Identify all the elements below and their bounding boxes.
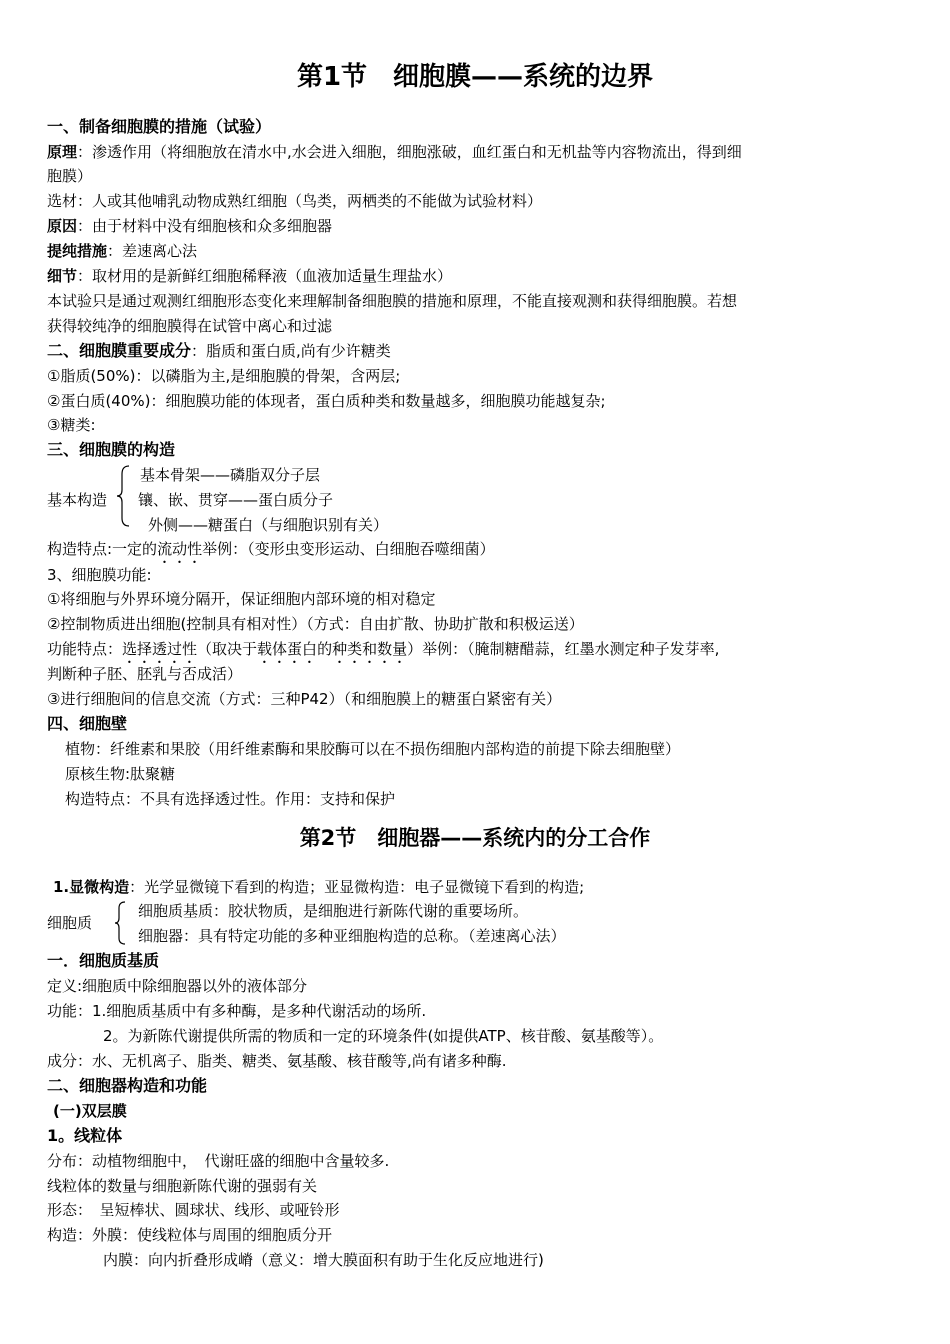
s1-wall-3: 构造特点：不具有选择透过性。作用：支持和保护: [65, 790, 396, 808]
left-brace-icon-2: [113, 900, 127, 946]
s2-heading-2-sub: (一)双层膜: [53, 1102, 127, 1120]
s2-cyto-2: 细胞器：具有特定功能的多种亚细胞构造的总称。（差速离心法）: [138, 927, 566, 945]
struct-prefix: 构造特点:一定的: [47, 540, 158, 558]
feat-suffix: ）举例：（腌制糖醋蒜，红墨水测定种子发芽率,: [407, 640, 720, 658]
s1-comp-1: ①脂质(50%)：以磷脂为主,是细胞膜的骨架，含两层;: [47, 367, 401, 385]
s1-wall-2: 原核生物:肽聚糖: [65, 765, 176, 783]
cytoplasm-label: 细胞质: [47, 914, 93, 932]
s2-heading-2: 二、细胞器构造和功能: [47, 1076, 208, 1095]
detail-label: 细节: [47, 267, 78, 285]
reason-label: 原因: [47, 217, 78, 235]
s1-func-1: ①将细胞与外界环境分隔开，保证细胞内部环境的相对稳定: [47, 590, 436, 608]
basic-structure-2: 镶、嵌、贯穿——蛋白质分子: [138, 491, 334, 509]
s1-note-2: 获得较纯净的细胞膜得在试管中离心和过滤: [47, 317, 333, 335]
s1-struct-feature: [47, 538, 907, 567]
feat-mid-1: （取决于: [197, 640, 258, 658]
s1-func-3: ③进行细胞间的信息交流（方式：三种P42）（和细胞膜上的糖蛋白紧密有关）: [47, 690, 562, 708]
s1-func-2: ②控制物质进出细胞(控制具有相对性）（方式：自由扩散、协助扩散和积极运送）: [47, 615, 584, 633]
struct-dotted: 流动性: [157, 540, 203, 558]
s1-heading-1: 一、制备细胞膜的措施（试验）: [47, 117, 272, 136]
s1-material: 选材：人或其他哺乳动物成熟红细胞（鸟类，两栖类的不能做为试验材料）: [47, 192, 543, 210]
s1-reason-line: [47, 215, 907, 237]
feat-dot-3: 种类和数量: [332, 640, 408, 658]
purify-text: ：差速离心法: [107, 242, 198, 260]
s1-heading-4: 四、细胞壁: [47, 714, 128, 733]
s2-mito-shape: 形态： 呈短棒状、圆球状、线形、或哑铃形: [47, 1201, 340, 1219]
struct-suffix: 举例：（变形虫变形运动、白细胞吞噬细菌）: [202, 540, 495, 558]
s1-note-1: 本试验只是通过观测红细胞形态变化来理解制备细胞膜的措施和原理，不能直接观测和获得细胞膜。若想: [47, 292, 738, 310]
s1-wall-1: 植物：纤维素和果胶（用纤维素酶和果胶酶可以在不损伤细胞内部构造的前提下除去细胞壁）: [65, 740, 681, 758]
detail-text: ：取材用的是新鲜红细胞稀释液（血液加适量生理盐水）: [77, 267, 453, 285]
s1-detail-line: [47, 265, 907, 287]
s2-func-1: 功能：1.细胞质基质中有多种酶，是多种代谢活动的场所.: [47, 1002, 427, 1020]
s2-mito-inner: 内膜：向内折叠形成嵴（意义：增大膜面积有助于生化反应地进行): [103, 1251, 544, 1269]
s2-mito-head: 1。线粒体: [47, 1126, 123, 1145]
purify-label: 提纯措施: [47, 242, 108, 260]
section2-title: 第2节 细胞器——系统内的分工合作: [299, 826, 651, 850]
s2-micro-line: [53, 876, 913, 898]
s2-heading-1: 一．细胞质基质: [47, 951, 160, 970]
s1-heading-2-line: [47, 340, 907, 362]
feat-prefix: 功能特点：: [47, 640, 123, 658]
micro-text: ：光学显微镜下看到的构造；亚显微构造：电子显微镜下看到的构造;: [129, 878, 585, 896]
principle-label: 原理: [47, 143, 78, 161]
feat-dot-1: 选择透过性: [122, 640, 198, 658]
feat-mid-2: 的: [317, 640, 333, 658]
s2-cyto-1: 细胞质基质：胶状物质，是细胞进行新陈代谢的重要场所。: [138, 902, 529, 920]
s1-comp-2: ②蛋白质(40%)：细胞膜功能的体现者，蛋白质种类和数量越多，细胞膜功能越复杂;: [47, 392, 606, 410]
section1-title: 第1节 细胞膜——系统的边界: [296, 62, 654, 92]
micro-label: 1.显微构造: [53, 878, 130, 896]
s1-heading-2: 二、细胞膜重要成分: [47, 341, 192, 360]
s1-comp-3: ③糖类:: [47, 416, 96, 434]
s1-purify-line: [47, 240, 907, 262]
s1-principle-line: [47, 141, 907, 163]
s1-heading-3: 三、细胞膜的构造: [47, 440, 176, 459]
s1-principle-cont: 胞膜）: [47, 167, 93, 185]
s2-comp: 成分：水、无机离子、脂类、糖类、氨基酸、核苷酸等,尚有诸多种酶.: [47, 1052, 507, 1070]
feat-dot-2: 载体蛋白: [257, 640, 318, 658]
left-brace-icon: [115, 464, 131, 528]
s2-func-2: 2。为新陈代谢提供所需的物质和一定的环境条件(如提供ATP、核苷酸、氨基酸等）。: [103, 1027, 664, 1045]
s2-mito-outer: 构造：外膜：使线粒体与周围的细胞质分开: [47, 1226, 333, 1244]
s1-feature-cont: 判断种子胚、胚乳与否成活）: [47, 665, 243, 683]
basic-structure-label: 基本构造: [47, 491, 108, 509]
s2-mito-num: 线粒体的数量与细胞新陈代谢的强弱有关: [47, 1177, 318, 1195]
s2-def: 定义:细胞质中除细胞器以外的液体部分: [47, 977, 308, 995]
s1-func-head: 3、细胞膜功能:: [47, 566, 152, 584]
s1-heading-2-text: ：脂质和蛋白质,尚有少许糖类: [191, 342, 391, 360]
principle-text: ：渗透作用（将细胞放在清水中,水会进入细胞，细胞涨破，血红蛋白和无机盐等内容物流出，得到细: [77, 143, 742, 161]
basic-structure-1: 基本骨架——磷脂双分子层: [140, 466, 321, 484]
s2-mito-dist: 分布：动植物细胞中， 代谢旺盛的细胞中含量较多.: [47, 1152, 390, 1170]
basic-structure-3: 外侧——糖蛋白（与细胞识别有关）: [148, 516, 389, 534]
reason-text: ：由于材料中没有细胞核和众多细胞器: [77, 217, 333, 235]
